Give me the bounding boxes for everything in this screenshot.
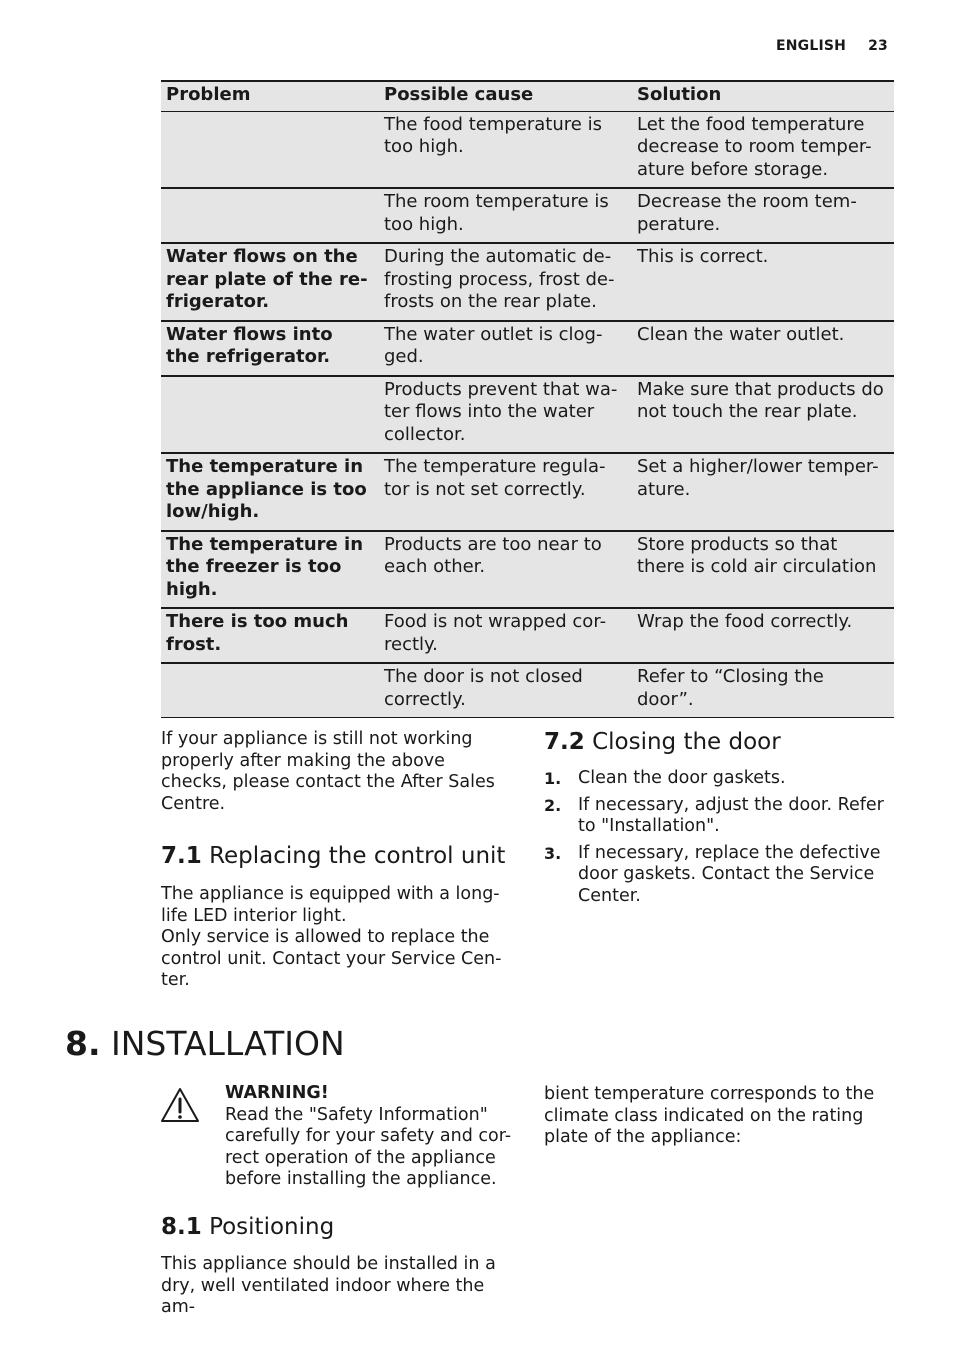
cause-cell: Products prevent that wa-ter flows into the water collector.	[379, 376, 632, 454]
section-8-1-heading	[161, 1213, 511, 1241]
table-row	[161, 321, 894, 376]
troubleshooting-table	[161, 80, 894, 718]
cause-cell: Food is not wrapped cor-rectly.	[379, 608, 632, 663]
problem-cell: Water flows into the refrigerator.	[161, 321, 379, 376]
problem-cell: Water flows on the rear plate of the re-frigerator.	[161, 243, 379, 321]
section-8-1	[161, 1213, 511, 1319]
warning-title: WARNING!	[225, 1083, 329, 1103]
cause-cell: The door is not closed correctly.	[379, 663, 632, 718]
solution-cell: Wrap the food correctly.	[632, 608, 894, 663]
problem-cell	[161, 111, 379, 188]
section-title: Positioning	[209, 1214, 335, 1240]
section-8-1-text: This appliance should be installed in a dry, well ventilated indoor where the am-	[161, 1254, 496, 1317]
problem-cell: There is too much frost.	[161, 608, 379, 663]
warning-triangle-icon	[160, 1087, 200, 1123]
problem-cell	[161, 188, 379, 243]
left-column	[161, 729, 511, 992]
page-header	[776, 38, 888, 54]
problem-cell	[161, 663, 379, 718]
solution-cell: Let the food temperature decrease to room temper-ature before storage.	[632, 111, 894, 188]
cause-cell: The temperature regula-tor is not set correctly.	[379, 453, 632, 531]
cause-cell: Products are too near to each other.	[379, 531, 632, 609]
chapter-8-heading	[65, 1022, 345, 1066]
chapter-title: INSTALLATION	[111, 1024, 345, 1063]
list-item	[544, 843, 894, 908]
problem-cell: The temperature in the appliance is too low/high.	[161, 453, 379, 531]
cause-cell: The food temperature is too high.	[379, 111, 632, 188]
cause-cell: The room temperature is too high.	[379, 188, 632, 243]
solution-cell: This is correct.	[632, 243, 894, 321]
header-problem: Problem	[161, 81, 379, 111]
solution-cell: Refer to “Closing the door”.	[632, 663, 894, 718]
warning-box	[225, 1083, 515, 1191]
header-possible-cause: Possible cause	[379, 81, 632, 111]
right-column	[544, 728, 894, 912]
after-table-note: If your appliance is still not working properly after making the above checks, please contact the After Sales Centre.	[161, 729, 495, 814]
step-number: 1.	[544, 769, 562, 788]
section-number: 8.1	[161, 1214, 202, 1240]
solution-cell: Store products so that there is cold air circulation	[632, 531, 894, 609]
table-row	[161, 243, 894, 321]
table-row	[161, 608, 894, 663]
warning-text: Read the "Safety Information" carefully for your safety and cor-rect operation of the appliance before installing the appliance.	[225, 1104, 512, 1189]
solution-cell: Make sure that products do not touch the rear plate.	[632, 376, 894, 454]
solution-cell: Set a higher/lower temper-ature.	[632, 453, 894, 531]
list-item	[544, 795, 894, 838]
step-text: Clean the door gaskets.	[578, 768, 786, 788]
cause-cell: The water outlet is clog-ged.	[379, 321, 632, 376]
solution-cell: Decrease the room tem-perature.	[632, 188, 894, 243]
header-language: ENGLISH	[776, 38, 847, 54]
page-number: 23	[868, 38, 888, 54]
header-solution: Solution	[632, 81, 894, 111]
list-item	[544, 768, 894, 790]
problem-cell: The temperature in the freezer is too high.	[161, 531, 379, 609]
step-number: 3.	[544, 843, 562, 863]
right-column-continuation	[544, 1084, 894, 1149]
table-row	[161, 453, 894, 531]
door-steps-list	[544, 768, 894, 907]
step-text: If necessary, adjust the door. Refer to "Installation".	[578, 794, 884, 836]
section-number: 7.2	[544, 729, 585, 755]
cause-cell: During the automatic de-frosting process, frost de-frosts on the rear plate.	[379, 243, 632, 321]
section-title: Closing the door	[592, 729, 781, 755]
problem-cell	[161, 376, 379, 454]
table-row	[161, 188, 894, 243]
table-row	[161, 663, 894, 718]
table-row	[161, 376, 894, 454]
table-row	[161, 531, 894, 609]
section-7-1-heading	[161, 842, 511, 870]
solution-cell: Clean the water outlet.	[632, 321, 894, 376]
section-7-2-heading	[544, 728, 894, 756]
section-number: 7.1	[161, 843, 202, 869]
section-7-1-para2: Only service is allowed to replace the control unit. Contact your Service Cen-ter.	[161, 927, 502, 990]
chapter-number: 8.	[65, 1024, 101, 1063]
step-text: If necessary, replace the defective door gaskets. Contact the Service Center.	[578, 842, 881, 906]
table-header-row	[161, 81, 894, 111]
table-row	[161, 111, 894, 188]
continuation-text: bient temperature corresponds to the climate class indicated on the rating plate of the appliance:	[544, 1084, 875, 1147]
step-number: 2.	[544, 795, 562, 815]
section-7-1-para1: The appliance is equipped with a long-life LED interior light.	[161, 884, 500, 926]
section-title: Replacing the control unit	[209, 843, 506, 869]
